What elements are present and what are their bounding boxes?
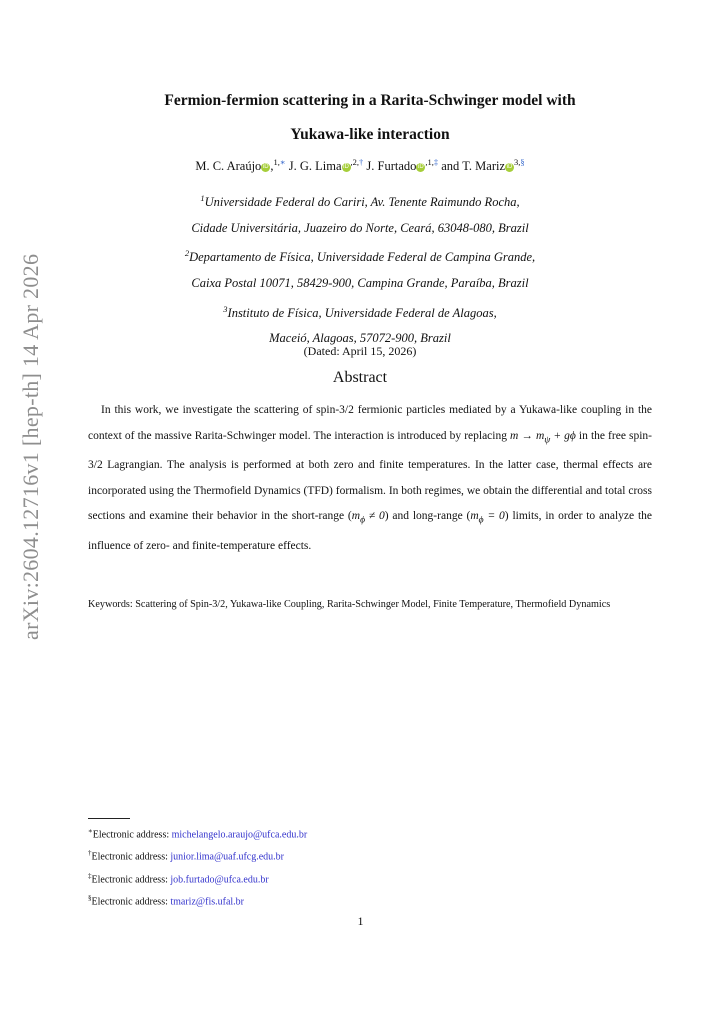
footnotes: [88, 822, 307, 911]
footnote-link[interactable]: §: [520, 157, 525, 167]
paper-title: [90, 84, 650, 152]
dated-line: (Dated: April 15, 2026): [303, 344, 417, 358]
footnote-link[interactable]: ∗: [279, 157, 286, 167]
affiliation-line: Maceió, Alagoas, 57072-900, Brazil: [269, 331, 451, 346]
math-expression: $m_\phi = 0$: [470, 510, 505, 526]
author-affiliation: 1,: [273, 157, 280, 167]
affiliation-number: 2: [184, 248, 190, 259]
math-expression: $m_\phi \ne 0$: [351, 510, 385, 526]
arxiv-identifier: arXiv:2604.12716v1 [hep-th] 14 Apr 2026: [18, 253, 43, 640]
author-affiliation: ,1,: [425, 157, 434, 167]
author-name: M. C. Araújo: [195, 159, 262, 174]
affiliation-line: $^2$Departamento de Física, Universidade Federal de Campina Grande,: [184, 248, 536, 265]
author-affiliation: ,2,: [350, 157, 359, 167]
footnote-link[interactable]: ‡: [433, 157, 439, 167]
affiliation-line: $^1$Universidade Federal do Cariri, Av. Tenente Raimundo Rocha,: [200, 193, 520, 210]
title-line-2: Yukawa-like interaction: [290, 126, 450, 143]
keywords: Keywords: Scattering of Spin-3/2, Yukawa-like Coupling, Rarita-Schwinger Model, Finite Temperature, Thermofield Dynamics: [88, 599, 611, 610]
affiliation-line: $^3$Instituto de Física, Universidade Federal de Alagoas,: [223, 303, 497, 320]
author-separator: ,: [270, 159, 274, 174]
affiliation-line: Caixa Postal 10071, 58429-900, Campina Grande, Paraíba, Brazil: [191, 276, 529, 291]
title-line-1: Fermion-fermion scattering in a Rarita-Schwinger model with: [164, 92, 576, 109]
orcid-icon[interactable]: iD: [343, 163, 349, 170]
author-separator: and: [438, 159, 460, 174]
email-link[interactable]: junior.lima@uaf.ufcg.edu.br: [170, 851, 284, 863]
footnote: ∗Electronic address: michelangelo.araujo@ufca.edu.br: [88, 827, 308, 841]
math-expression: $m \to m_\psi + g\phi$: [510, 429, 576, 446]
page-number: 1: [357, 914, 364, 928]
email-link[interactable]: tmariz@fis.ufal.br: [170, 896, 244, 908]
footnote: ‡Electronic address: job.furtado@ufca.edu.br: [88, 871, 269, 885]
footnote: †Electronic address: junior.lima@uaf.ufcg.edu.br: [88, 849, 284, 863]
orcid-icon[interactable]: iD: [262, 163, 269, 170]
affiliation-number: 1: [200, 193, 205, 203]
author-affiliation: 3,: [514, 157, 521, 167]
author-name: J. Furtado: [366, 159, 417, 174]
abstract-text: In this work, we investigate the scattering of spin-3/2 fermionic particles mediated by a Yukawa-like coupling in the context of the massive Rarita-Schwinger model. The interaction is introduced by replacing $m \to m_\psi + g\phi$ in the free spin-3/2 Lagrangian. The analysis is performed at both zero and finite temperatures. In the latter case, thermal effects are incorporated using the Thermofield Dynamics (TFD) formalism. In both regimes, we obtain the differential and total cross sections and examine their behavior in the short-range $(m_\phi \ne 0)$ and long-range $(m_\phi = 0)$ limits, in order to analyze the influence of zero- and finite-temperature effects.: [88, 404, 652, 552]
affiliation-number: 3: [223, 303, 228, 314]
abstract-heading: Abstract: [332, 369, 388, 386]
author-name: J. G. Lima: [288, 159, 342, 174]
footnote: §Electronic address: tmariz@fis.ufal.br: [88, 893, 244, 908]
author-list: [60, 157, 660, 174]
email-link[interactable]: michelangelo.araujo@ufca.edu.br: [171, 829, 308, 841]
orcid-icon[interactable]: iD: [506, 163, 513, 170]
footnote-rule: [88, 818, 130, 819]
footnote-link[interactable]: †: [359, 157, 364, 167]
affiliations: [60, 186, 660, 352]
orcid-icon[interactable]: iD: [418, 163, 424, 170]
email-link[interactable]: job.furtado@ufca.edu.br: [170, 873, 269, 885]
affiliation-line: Cidade Universitária, Juazeiro do Norte, Ceará, 63048-080, Brazil: [191, 220, 529, 235]
author-name: T. Mariz: [462, 159, 506, 174]
